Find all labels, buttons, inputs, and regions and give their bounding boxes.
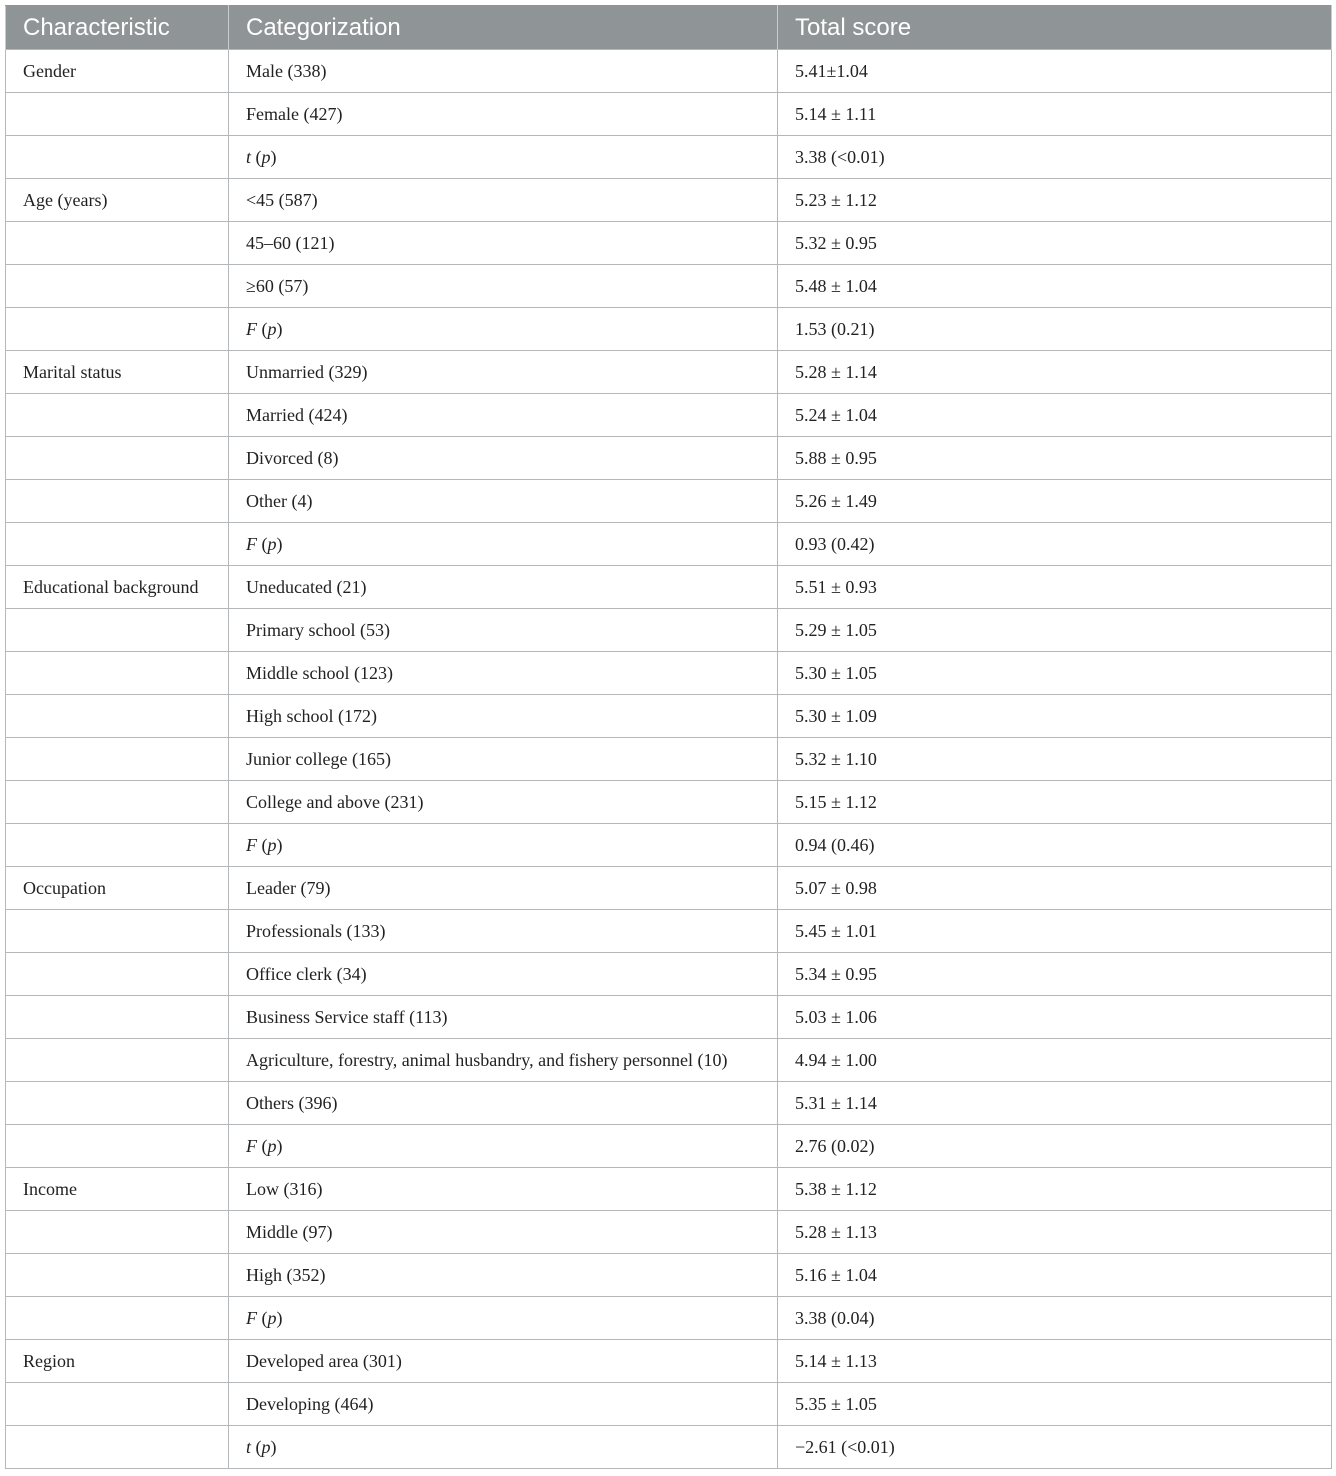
cell-total-score: 5.07 ± 0.98 (778, 867, 1332, 910)
cell-total-score: 5.14 ± 1.11 (778, 93, 1332, 136)
cell-total-score: −2.61 (<0.01) (778, 1426, 1332, 1469)
cell-categorization: High school (172) (229, 695, 778, 738)
cell-categorization: Primary school (53) (229, 609, 778, 652)
cell-categorization: High (352) (229, 1254, 778, 1297)
data-table (5, 5, 1332, 1469)
table-row (6, 93, 1332, 136)
table-row (6, 1168, 1332, 1211)
table-row (6, 1082, 1332, 1125)
cell-characteristic (6, 1426, 229, 1469)
table-row (6, 480, 1332, 523)
stat-symbol: F (246, 834, 257, 855)
cell-total-score: 3.38 (0.04) (778, 1297, 1332, 1340)
cell-characteristic (6, 394, 229, 437)
table-row (6, 996, 1332, 1039)
cell-characteristic (6, 480, 229, 523)
cell-total-score: 5.29 ± 1.05 (778, 609, 1332, 652)
cell-categorization: Low (316) (229, 1168, 778, 1211)
cell-categorization: Male (338) (229, 50, 778, 93)
cell-categorization: Uneducated (21) (229, 566, 778, 609)
cell-categorization (229, 523, 778, 566)
cell-categorization: Office clerk (34) (229, 953, 778, 996)
table-row (6, 566, 1332, 609)
stat-symbol: t (246, 146, 252, 167)
cell-characteristic (6, 308, 229, 351)
cell-categorization (229, 308, 778, 351)
header-characteristic: Characteristic (6, 6, 229, 50)
table-row (6, 265, 1332, 308)
cell-total-score: 3.38 (<0.01) (778, 136, 1332, 179)
table-container (5, 5, 1331, 1469)
cell-total-score: 2.76 (0.02) (778, 1125, 1332, 1168)
cell-characteristic (6, 953, 229, 996)
cell-characteristic (6, 136, 229, 179)
cell-total-score: 5.28 ± 1.14 (778, 351, 1332, 394)
table-row (6, 523, 1332, 566)
table-row (6, 351, 1332, 394)
cell-total-score: 5.32 ± 0.95 (778, 222, 1332, 265)
cell-characteristic (6, 609, 229, 652)
stat-suffix: (p) (251, 146, 277, 167)
cell-categorization (229, 1426, 778, 1469)
cell-total-score: 5.31 ± 1.14 (778, 1082, 1332, 1125)
table-row (6, 781, 1332, 824)
cell-categorization (229, 136, 778, 179)
cell-categorization: Agriculture, forestry, animal husbandry, and fishery personnel (10) (229, 1039, 778, 1082)
cell-total-score: 5.48 ± 1.04 (778, 265, 1332, 308)
cell-total-score: 5.51 ± 0.93 (778, 566, 1332, 609)
cell-characteristic (6, 437, 229, 480)
cell-characteristic (6, 222, 229, 265)
cell-characteristic (6, 1383, 229, 1426)
cell-categorization (229, 824, 778, 867)
cell-characteristic (6, 695, 229, 738)
stat-suffix: (p) (257, 1135, 283, 1156)
cell-total-score: 5.15 ± 1.12 (778, 781, 1332, 824)
header-total-score: Total score (778, 6, 1332, 50)
cell-characteristic (6, 1039, 229, 1082)
cell-characteristic (6, 1125, 229, 1168)
cell-characteristic: Occupation (6, 867, 229, 910)
table-row (6, 308, 1332, 351)
table-row (6, 1125, 1332, 1168)
stat-symbol: t (246, 1436, 252, 1457)
cell-characteristic (6, 652, 229, 695)
table-row (6, 136, 1332, 179)
cell-total-score: 5.03 ± 1.06 (778, 996, 1332, 1039)
cell-categorization: College and above (231) (229, 781, 778, 824)
cell-categorization: Divorced (8) (229, 437, 778, 480)
cell-total-score: 5.28 ± 1.13 (778, 1211, 1332, 1254)
table-row (6, 179, 1332, 222)
cell-total-score: 5.14 ± 1.13 (778, 1340, 1332, 1383)
cell-total-score: 5.32 ± 1.10 (778, 738, 1332, 781)
stat-suffix: (p) (257, 1307, 283, 1328)
cell-total-score: 5.38 ± 1.12 (778, 1168, 1332, 1211)
cell-characteristic: Region (6, 1340, 229, 1383)
cell-characteristic: Age (years) (6, 179, 229, 222)
table-row (6, 1340, 1332, 1383)
cell-categorization: Developing (464) (229, 1383, 778, 1426)
table-row (6, 953, 1332, 996)
cell-categorization (229, 1125, 778, 1168)
cell-total-score: 5.16 ± 1.04 (778, 1254, 1332, 1297)
cell-categorization: Married (424) (229, 394, 778, 437)
cell-characteristic: Marital status (6, 351, 229, 394)
cell-total-score: 5.35 ± 1.05 (778, 1383, 1332, 1426)
cell-total-score: 5.88 ± 0.95 (778, 437, 1332, 480)
cell-total-score: 5.30 ± 1.09 (778, 695, 1332, 738)
cell-total-score: 5.45 ± 1.01 (778, 910, 1332, 953)
stat-suffix: (p) (257, 834, 283, 855)
cell-characteristic: Income (6, 1168, 229, 1211)
cell-categorization: Others (396) (229, 1082, 778, 1125)
table-row (6, 652, 1332, 695)
cell-characteristic: Educational background (6, 566, 229, 609)
cell-characteristic (6, 824, 229, 867)
cell-characteristic (6, 781, 229, 824)
cell-categorization: Middle (97) (229, 1211, 778, 1254)
table-row (6, 867, 1332, 910)
cell-total-score: 5.26 ± 1.49 (778, 480, 1332, 523)
table-row (6, 394, 1332, 437)
cell-characteristic (6, 93, 229, 136)
stat-symbol: F (246, 1307, 257, 1328)
cell-categorization: Leader (79) (229, 867, 778, 910)
table-header-row (6, 6, 1332, 50)
cell-categorization (229, 1297, 778, 1340)
table-row (6, 910, 1332, 953)
cell-categorization: Middle school (123) (229, 652, 778, 695)
cell-total-score: 4.94 ± 1.00 (778, 1039, 1332, 1082)
cell-characteristic (6, 1082, 229, 1125)
header-categorization: Categorization (229, 6, 778, 50)
table-row (6, 738, 1332, 781)
cell-categorization: 45–60 (121) (229, 222, 778, 265)
cell-characteristic: Gender (6, 50, 229, 93)
cell-characteristic (6, 996, 229, 1039)
cell-categorization: Junior college (165) (229, 738, 778, 781)
table-row (6, 1383, 1332, 1426)
cell-total-score: 5.24 ± 1.04 (778, 394, 1332, 437)
table-row (6, 1297, 1332, 1340)
cell-categorization: Female (427) (229, 93, 778, 136)
table-row (6, 609, 1332, 652)
cell-categorization: Unmarried (329) (229, 351, 778, 394)
table-row (6, 1211, 1332, 1254)
table-row (6, 824, 1332, 867)
cell-total-score: 5.30 ± 1.05 (778, 652, 1332, 695)
cell-characteristic (6, 910, 229, 953)
table-row (6, 1254, 1332, 1297)
table-row (6, 1039, 1332, 1082)
table-row (6, 222, 1332, 265)
stat-suffix: (p) (251, 1436, 277, 1457)
cell-categorization: Professionals (133) (229, 910, 778, 953)
cell-characteristic (6, 738, 229, 781)
cell-characteristic (6, 265, 229, 308)
cell-categorization: <45 (587) (229, 179, 778, 222)
stat-symbol: F (246, 1135, 257, 1156)
cell-categorization: Other (4) (229, 480, 778, 523)
stat-suffix: (p) (257, 318, 283, 339)
table-body (6, 50, 1332, 1469)
cell-categorization: ≥60 (57) (229, 265, 778, 308)
cell-total-score: 0.94 (0.46) (778, 824, 1332, 867)
table-row (6, 695, 1332, 738)
cell-characteristic (6, 523, 229, 566)
cell-total-score: 0.93 (0.42) (778, 523, 1332, 566)
stat-symbol: F (246, 318, 257, 339)
cell-characteristic (6, 1211, 229, 1254)
cell-characteristic (6, 1254, 229, 1297)
cell-total-score: 5.34 ± 0.95 (778, 953, 1332, 996)
cell-characteristic (6, 1297, 229, 1340)
table-row (6, 50, 1332, 93)
cell-total-score: 5.41±1.04 (778, 50, 1332, 93)
cell-categorization: Developed area (301) (229, 1340, 778, 1383)
cell-categorization: Business Service staff (113) (229, 996, 778, 1039)
table-row (6, 437, 1332, 480)
table-row (6, 1426, 1332, 1469)
stat-suffix: (p) (257, 533, 283, 554)
cell-total-score: 5.23 ± 1.12 (778, 179, 1332, 222)
cell-total-score: 1.53 (0.21) (778, 308, 1332, 351)
stat-symbol: F (246, 533, 257, 554)
